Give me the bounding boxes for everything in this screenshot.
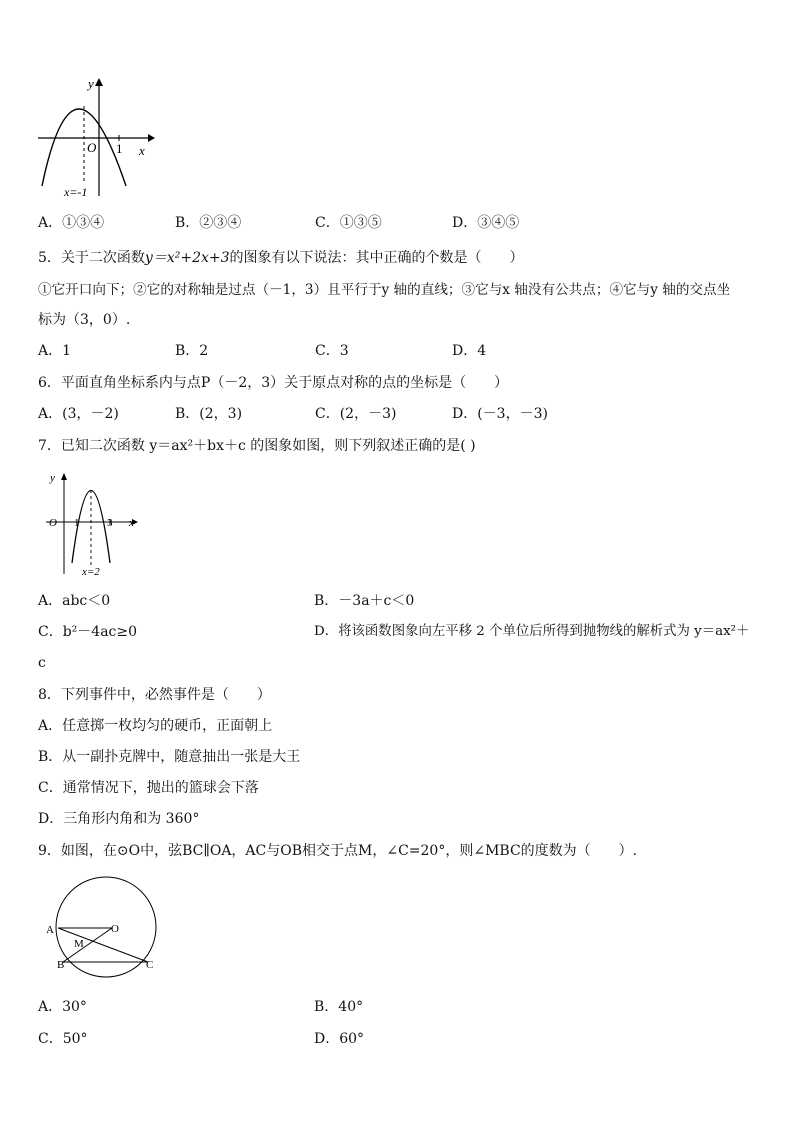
q5-option-c[interactable]: C．3	[315, 343, 349, 359]
q5-statements-cont: 标为（3，0）.	[38, 312, 131, 328]
q4-option-b[interactable]: B．②③④	[175, 215, 242, 231]
q9-stem: 9．如图，在⊙O中，弦BC∥OA，AC与OB相交于点M，∠C=20°，则∠MBC的度数为（ ）.	[38, 843, 638, 859]
fig1-origin-label: O	[87, 140, 97, 155]
q5-stem-post: 的图象有以下说法：其中正确的个数是（ ）	[229, 250, 524, 266]
q4-option-d[interactable]: D．③④⑤	[452, 215, 520, 231]
q9-option-c[interactable]: C．50°	[38, 1031, 88, 1047]
q6-stem: 6．平面直角坐标系内与点P（－2，3）关于原点对称的点的坐标是（ ）	[38, 375, 509, 391]
q5-statements: ①它开口向下；②它的对称轴是过点（－1，3）且平行于y 轴的直线；③它与x 轴没有公共点；④它与y 轴的交点坐	[38, 282, 731, 298]
q9-option-d[interactable]: D．60°	[314, 1031, 365, 1047]
fig9-m-label: M	[74, 938, 84, 950]
figure-circle-q9	[40, 876, 164, 980]
q7-option-c[interactable]: C．b²－4ac≥0	[38, 624, 138, 640]
q5-option-a[interactable]: A．1	[38, 343, 72, 359]
q8-stem: 8．下列事件中，必然事件是（ ）	[38, 687, 271, 703]
q5-stem-pre: 5．关于二次函数	[38, 250, 145, 266]
fig7-three-label: 3	[107, 517, 113, 529]
q8-option-c[interactable]: C．通常情况下，抛出的篮球会下落	[38, 780, 259, 796]
fig1-one-label: 1	[116, 141, 123, 156]
q6-option-b[interactable]: B．(2，3)	[175, 406, 243, 422]
q8-option-b[interactable]: B．从一副扑克牌中，随意抽出一张是大王	[38, 749, 301, 765]
fig7-origin-label: O	[49, 517, 57, 529]
q7-option-a[interactable]: A．abc＜0	[38, 593, 111, 609]
q4-option-c[interactable]: C．①③⑤	[315, 215, 382, 231]
fig1-axis-label: x=-1	[64, 185, 88, 198]
q4-option-a[interactable]: A．①③④	[38, 215, 105, 231]
fig7-one-label: 1	[74, 517, 80, 529]
q5-option-b[interactable]: B．2	[175, 343, 209, 359]
fig1-x-label: x	[139, 143, 145, 158]
fig1-y-label: y	[88, 76, 94, 91]
figure-parabola-q7	[44, 468, 144, 580]
fig9-o-label: O	[111, 923, 119, 935]
q5-stem	[38, 249, 524, 267]
fig9-c-label: C	[146, 959, 154, 971]
q7-option-d[interactable]: D．将该函数图象向左平移 2 个单位后所得到抛物线的解析式为 y＝ax²＋	[314, 624, 750, 639]
q7-option-b[interactable]: B．－3a＋c＜0	[314, 593, 415, 609]
fig9-a-label: A	[46, 924, 54, 936]
q7-option-d-cont: c	[38, 655, 46, 671]
q8-option-d[interactable]: D．三角形内角和为 360°	[38, 811, 200, 827]
q6-option-c[interactable]: C．(2，－3)	[315, 406, 397, 422]
q5-option-d[interactable]: D．4	[452, 343, 487, 359]
q7-stem: 7．已知二次函数 y＝ax²＋bx＋c 的图象如图，则下列叙述正确的是( )	[38, 438, 476, 454]
figure-parabola-q4	[36, 74, 156, 198]
fig7-x-label: x	[129, 517, 134, 529]
fig7-axis-label: x=2	[82, 566, 100, 578]
q8-option-a[interactable]: A．任意掷一枚均匀的硬币，正面朝上	[38, 718, 273, 734]
fig9-b-label: B	[57, 959, 65, 971]
q5-formula: y＝x²+2x+3	[144, 250, 230, 266]
q9-option-b[interactable]: B．40°	[314, 999, 364, 1015]
q6-option-a[interactable]: A．(3，－2)	[38, 406, 119, 422]
q6-option-d[interactable]: D．(－3，－3)	[452, 406, 548, 422]
q9-option-a[interactable]: A．30°	[38, 999, 87, 1015]
fig7-y-label: y	[50, 472, 55, 484]
